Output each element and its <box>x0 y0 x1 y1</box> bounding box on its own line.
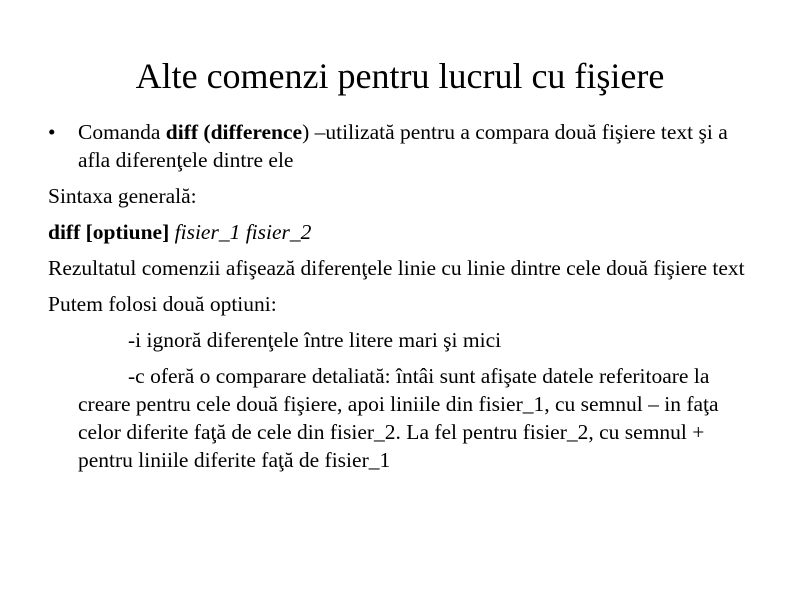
options-heading: Putem folosi două optiuni: <box>48 292 277 316</box>
diff-intro-text: Comanda <box>78 120 166 144</box>
result-paragraph: Rezultatul comenzii afişează diferenţele linie cu linie dintre cele două fişiere text <box>48 256 745 280</box>
diff-command-name: diff (difference <box>165 120 303 144</box>
syntax-arguments: fisier_1 fisier_2 <box>169 220 312 244</box>
diff-description: ) –utilizată pentru a compara două fişiere text şi a afla diferenţele dintre ele <box>78 120 728 172</box>
slide-body <box>48 118 748 482</box>
syntax-line <box>48 218 748 246</box>
bullet-paragraph-diff <box>48 118 748 174</box>
option-c: -c oferă o comparare detaliată: întâi sunt afişate datele referitoare la creare pentru cele două fişiere, apoi liniile din fisier_1, cu semnul – in faţa celor diferite faţă de cele din fisier_2. La fel pentru fisier_2, cu semnul + pentru liniile diferite faţă de fisier_1 <box>78 364 719 472</box>
syntax-heading: Sintaxa generală: <box>48 184 197 208</box>
slide-title: Alte comenzi pentru lucrul cu fişiere <box>135 56 665 96</box>
bullet-icon: • <box>48 120 56 144</box>
syntax-command: diff [optiune] <box>48 220 170 244</box>
option-i: -i ignoră diferenţele între litere mari şi mici <box>128 328 502 352</box>
